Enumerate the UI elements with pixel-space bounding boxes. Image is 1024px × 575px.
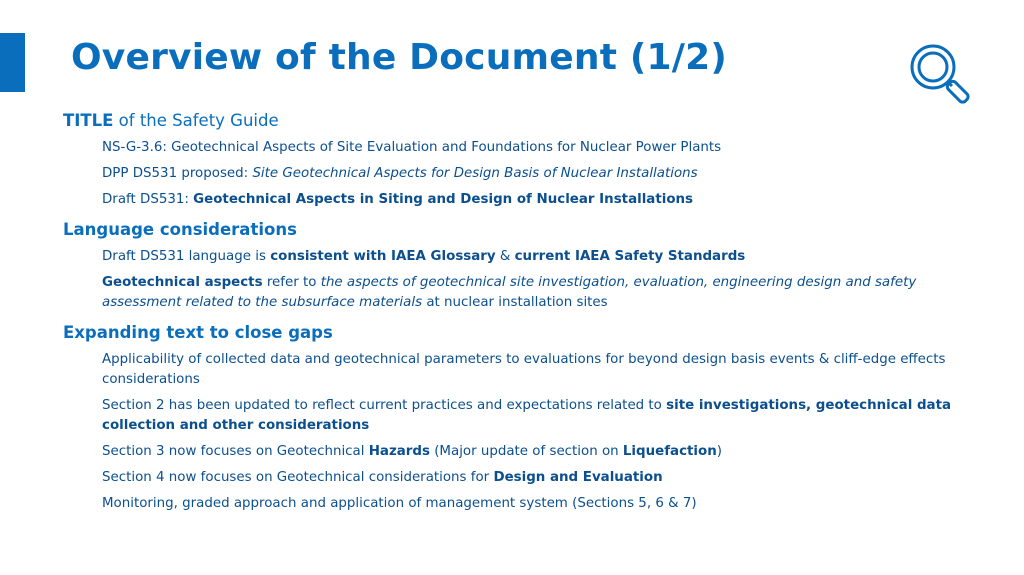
item-text: at nuclear installation sites: [422, 295, 608, 310]
section-heading-expanding: Expanding text to close gaps: [63, 323, 333, 342]
item-bold: site investigations, geotechnical data collection and other considerations: [102, 398, 952, 433]
item-text: ): [716, 444, 722, 459]
item-text: refer to: [262, 275, 321, 290]
item-bold: Geotechnical aspects: [102, 275, 263, 290]
item-text: DPP DS531 proposed:: [102, 166, 253, 181]
item-text: Draft DS531:: [102, 192, 194, 207]
list-item: [102, 138, 993, 158]
item-bold: Liquefaction: [622, 444, 717, 459]
item-text: Section 4 now focuses on Geotechnical considerations for: [102, 470, 494, 485]
expanding-items-list: [63, 350, 993, 514]
list-item: [102, 164, 993, 184]
item-bold: Design and Evaluation: [493, 470, 663, 485]
list-item: [102, 442, 993, 462]
item-italic: the aspects of geotechnical site investigation, evaluation, engineering design and safety assessment related to the subsurface materials: [102, 275, 917, 310]
item-text: Applicability of collected data and geotechnical parameters to evaluations for beyond design basis events & cliff-edge effects considerations: [102, 352, 946, 387]
list-item: [102, 494, 993, 514]
item-bold: consistent with IAEA Glossary: [270, 249, 496, 264]
heading-title-rest: of the Safety Guide: [113, 111, 279, 130]
item-text: Section 2 has been updated to reflect current practices and expectations related to: [102, 398, 667, 413]
item-text: Section 3 now focuses on Geotechnical: [102, 444, 369, 459]
title-accent-bar: [0, 33, 25, 92]
heading-title-bold: TITLE: [63, 111, 114, 130]
list-item: [102, 350, 993, 390]
item-bold: Hazards: [368, 444, 430, 459]
list-item: [102, 468, 993, 488]
list-item: [102, 273, 993, 313]
list-item: [102, 247, 993, 267]
slide-title: Overview of the Document (1/2): [71, 37, 728, 78]
slide-content: [63, 108, 993, 514]
item-text: NS-G-3.6: Geotechnical Aspects of Site Evaluation and Foundations for Nuclear Power Plants: [102, 140, 722, 155]
title-items-list: [63, 138, 993, 210]
magnifier-icon: [905, 40, 975, 110]
item-bold: current IAEA Safety Standards: [514, 249, 746, 264]
item-text: &: [495, 249, 515, 264]
item-bold: Geotechnical Aspects in Siting and Design of Nuclear Installations: [193, 192, 694, 207]
item-text: Draft DS531 language is: [102, 249, 271, 264]
item-text: Monitoring, graded approach and application of management system (Sections 5, 6 & 7): [102, 496, 697, 511]
list-item: [102, 190, 993, 210]
section-heading-language: Language considerations: [63, 220, 297, 239]
item-italic: Site Geotechnical Aspects for Design Basis of Nuclear Installations: [252, 166, 698, 181]
item-text: (Major update of section on: [429, 444, 623, 459]
section-heading-title: [63, 108, 993, 134]
list-item: [102, 396, 993, 436]
language-items-list: [63, 247, 993, 313]
